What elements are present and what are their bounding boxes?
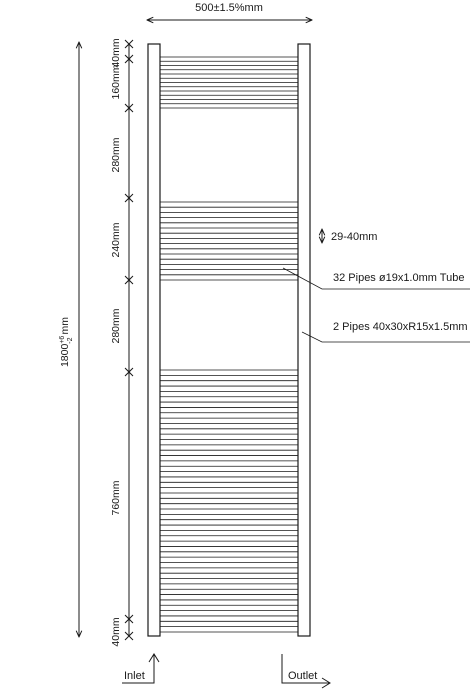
left-rail <box>148 44 160 636</box>
section-label-280-lower: 280mm <box>110 308 122 344</box>
section-label-top-40: 40mm <box>110 38 122 68</box>
outlet-marker <box>282 654 330 688</box>
section-label-280-upper: 280mm <box>110 137 122 173</box>
tube-callout <box>283 268 470 289</box>
right-rail <box>298 44 310 636</box>
height-unit: mm <box>59 316 71 335</box>
outlet-label: Outlet <box>288 670 318 682</box>
height-dimension <box>59 42 79 637</box>
tube-callout-label: 32 Pipes ø19x1.0mm Tube <box>333 272 465 284</box>
height-value: 1800 <box>59 343 71 368</box>
inlet-marker <box>122 654 159 683</box>
height-tolerance-lower: -2 <box>67 337 74 344</box>
height-label <box>59 317 74 367</box>
spacing-label: 29-40mm <box>331 231 378 243</box>
inlet-label: Inlet <box>124 670 145 682</box>
rail-callout-label: 2 Pipes 40x30xR15x1.5mm <box>333 321 468 333</box>
section-dimension-chain <box>110 38 133 646</box>
section-label-240: 240mm <box>110 222 122 258</box>
radiator <box>148 44 310 636</box>
section-label-760: 760mm <box>110 480 122 516</box>
section-label-bottom-40: 40mm <box>110 617 122 647</box>
height-tolerance-upper: +6 <box>59 335 66 344</box>
tube-group-top <box>160 57 298 108</box>
rail-callout <box>302 321 470 342</box>
width-label: 500±1.5%mm <box>195 2 263 14</box>
tube-group-bottom <box>160 370 298 632</box>
tube-group-middle <box>160 202 298 280</box>
width-dimension <box>147 2 312 20</box>
spacing-callout <box>322 229 377 243</box>
section-label-160: 160mm <box>110 64 122 100</box>
